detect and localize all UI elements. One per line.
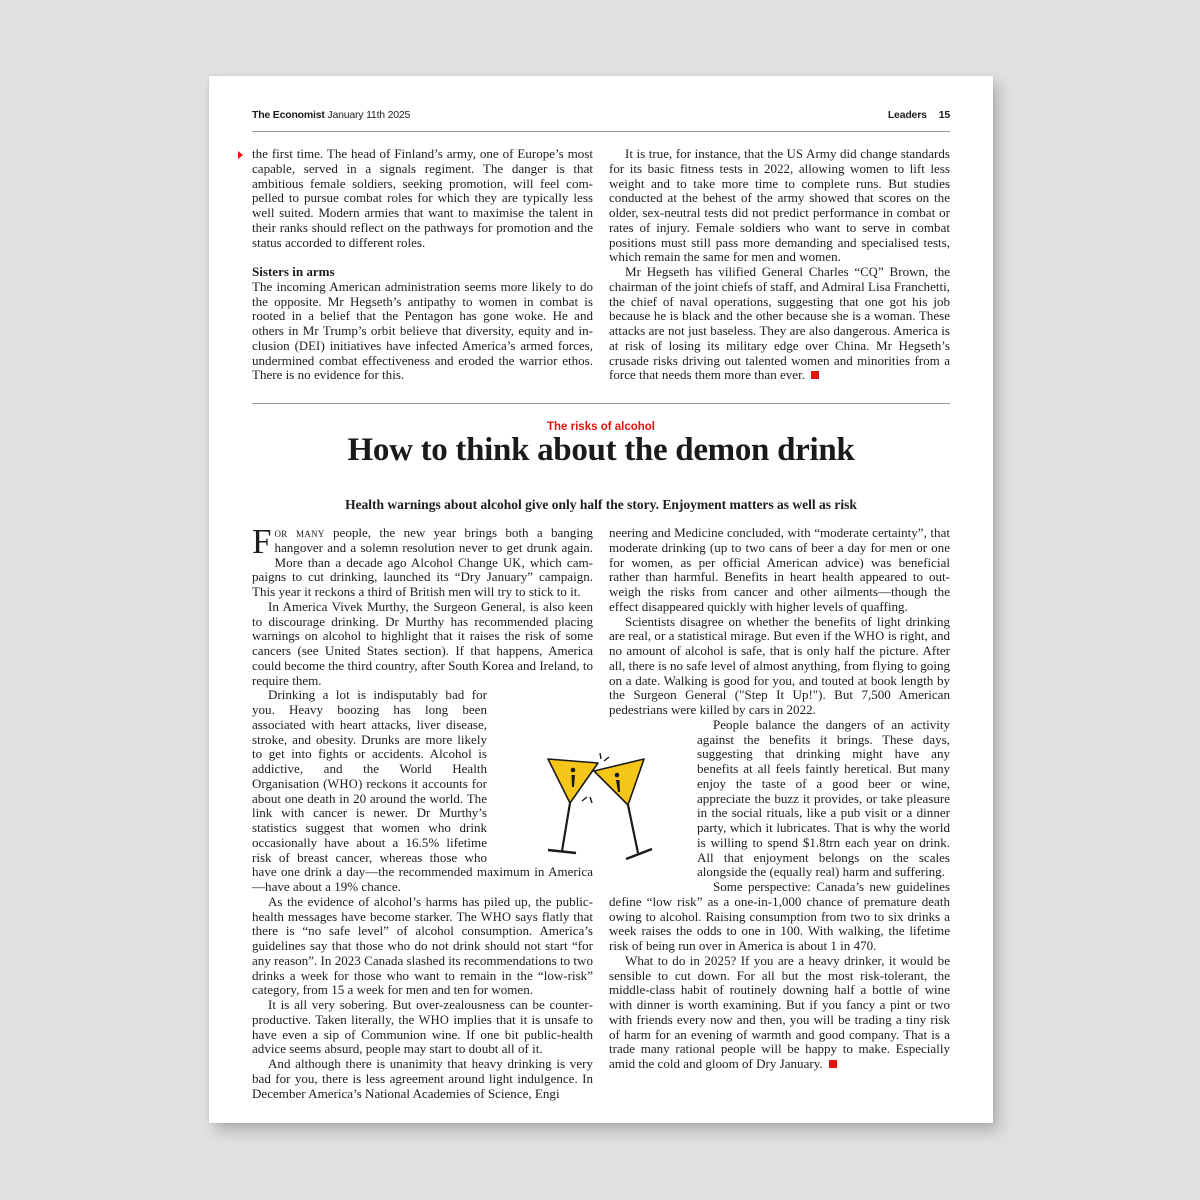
section-name: Leaders [887, 109, 927, 121]
paragraph: For many people, the new year brings both a banging hangover and a solemn resolution never to get drunk again. More than a decade ago Alcohol Change UK, which campaigns to cut drinking, launched its “Dry January” campaign. This year it reckons a third of British men will try to stick to it. [252, 522, 594, 599]
paragraph: neering and Medicine concluded, with “moderate certainty”, that moderate drinking (up to two cans of beer a day for men or one for women, as per official American advice) was beneficial rather than harmful. Benefits in heart health appeared to outweigh the risks from cancer and other ailments—though the effect disappeared quickly with higher levels of quaffing. [609, 525, 950, 614]
paragraph: the first time. The head of Finland’s army, one of Europe’s most capable, served in a signals regiment. The danger is that ambitious female soldiers, seeking promotion, will feel compelled to pursue combat roles for which they are typically less well suited. Modern armies that want to maximise the talent in their ranks should reflect on the pathways for promotion and the status accorded to different roles. [252, 146, 593, 250]
paragraph: The incoming American administration seems more likely to do the opposite. Mr Hegseth’s antipathy to women in combat is rooted in a belief that the Pentagon has gone woke. He and others in Mr Trump’s orbit believe that diversity, equity and inclusion (DEI) initiatives have infected America’s armed forces, undermined combat effectiveness and eroded the warrior ethos. There is no evidence for this. [252, 278, 594, 383]
paragraph: Mr Hegseth has vilified General Charles “CQ” Brown, the chairman of the joint chiefs of staff, and Admiral Lisa Franchetti, the chief of naval operations, suggesting that one got his job because he is black and the other because she is a woman. These attacks are not just baseless. They are also dangerous. America is at risk of losing its military edge over China. Mr Hegseth’s crusade risks driving out talented women and minorities from a force that needs them more than ever. [609, 264, 951, 383]
abbreviation: WHO [854, 629, 885, 644]
magazine-page [209, 76, 993, 1123]
paragraph: What to do in 2025? If you are a heavy drinker, it would be sensible to cut down. For all but the most risk-tolerant, the middle-class habit of routinely downing half a bottle of wine with dinner is worth examining. But if you fancy a pint or two with friends every now and then, you will be trading a tiny risk of harm for an evening of warmth and good company. That is a trade many rational people will be happy to make. Especially amid the cold and gloom of Dry January. [609, 952, 950, 1071]
paragraph: And although there is unanimity that heavy drinking is very bad for you, there is less agreement around light indulgence. In December America’s National Academies of Science, Engi [252, 1056, 593, 1101]
abbreviation: DEI [298, 338, 321, 353]
abbreviation: UK [503, 555, 522, 570]
left-glass-icon [548, 759, 598, 853]
end-of-article-mark-icon [811, 371, 819, 379]
header-right [888, 109, 950, 121]
cocktail-glasses-illustration [540, 749, 670, 867]
paragraph: Drinking a lot is indisputably bad for you. Heavy boozing has long been associated with heart attacks, liver disease, stroke, and obesity. Drunks are more likely to get into fights or accidents. Alcohol is addictive, and the World Health Organisation (WHO) reckons it accounts for about one death in 20 around the world. The link with cancer is newer. Dr Murthy’s statistics suggest that women who drink occasionally have about a 16.5% lifetime risk of breast cancer, whereas those who have one drink a day—the recommended maximum in America—have about a 19% chance. [252, 687, 593, 894]
paragraph: Scientists disagree on whether the benefits of light drinking are real, or a statistical mirage. But even if the WHO is right, and no amount of alcohol is safe, that is only half the picture. After all, there is no safe level of almost anything, from flying to going on a date. Walking is good for you, and touted at book length by the Surgeon General ("Step It Up!"). But 7,500 American pedestrians were killed by cars in 2022. [609, 613, 950, 717]
abbreviation: US [786, 147, 804, 161]
abbreviation: WHO [327, 776, 358, 791]
abbreviation: WHO [418, 1012, 450, 1027]
header-divider [252, 131, 950, 132]
abbreviation: CQ [860, 265, 878, 279]
article-headline: How to think about the demon drink [347, 432, 855, 468]
paragraph: People balance the dangers of an activity against the benefits it brings. These days, suggesting that drinking might have any benefits at all feels faintly heretical. But many enjoy the taste of a good beer or wine, appreciate the buzz it provides, or take pleasure in the social rituals, like a pub visit or a dinner party, which it lubricates. That is why the world is willing to spend $1.8trn each year on drink. All that enjoyment belongs on the scales alongside the (equally real) harm and suffering. [609, 718, 950, 880]
paragraph: It is all very sobering. But over-zealousness can be counterproductive. Taken literally, the WHO implies that it is unsafe to have even a sip of Communion wine. If one bit public-health advice seems absurd, people may start to doubt all of it. [252, 997, 593, 1057]
header-left [252, 109, 410, 121]
end-of-article-mark-icon [829, 1060, 837, 1068]
article-rubric: The risks of alcohol [547, 421, 655, 433]
paragraph: As the evidence of alcohol’s harms has piled up, the public-health messages have become starker. The WHO says flatly that there is “no safe level” of alcohol consumption. America’s guidelines say that those who do not drink should not start “for any reason”. In 2023 Canada slashed its recommendations to two drinks a week for those who want to remain in the “low-risk” category, from 15 a week for men and ten for women. [252, 893, 593, 998]
paragraph: Some perspective: Canada’s new guidelines define “low risk” as a one-in-1,000 chance of premature death owing to alcohol. Raising consumption from two to six drinks a week raises the odds to one in 100. With walking, the lifetime risk of being run over in America is about 1 in 470. [609, 879, 950, 953]
continuation-arrow-icon [238, 151, 243, 159]
paragraph: In America Vivek Murthy, the Surgeon General, is also keen to discourage drinking. Dr Murthy has recommended placing warnings on alcohol to highlight that it raises the risk of some cancers (see United States section). If that happens, America could become the third country, after South Korea and Ireland, to require them. [252, 598, 593, 688]
page-number: 15 [938, 109, 950, 121]
abbreviation: WHO [480, 909, 512, 924]
paragraph: It is true, for instance, that the US Army did change standards for its basic fitness tests in 2022, allowing women to lift less weight and to take more time to complete runs. But studies conducted at the behest of the army showed that scores on the older, sex-neutral tests did not predict performance in combat or rates of injury. Female soldiers who want to serve in combat positions must still pass more demanding and specialised tests, which remain the same for men and women. [609, 146, 951, 265]
right-glass-icon [594, 759, 652, 859]
publication-name: The Economist [252, 109, 325, 121]
prev-article-column-2 [609, 147, 950, 383]
article-standfirst: Health warnings about alcohol give only half the story. Enjoyment matters as well as risk [345, 497, 857, 512]
article-divider [252, 403, 950, 404]
prev-article-column-1 [252, 147, 593, 383]
subheading: Sisters in arms [252, 264, 335, 279]
page-header [252, 108, 950, 122]
drop-cap: F [252, 522, 272, 561]
issue-date: January 11th 2025 [327, 109, 411, 121]
previous-article [252, 147, 950, 383]
